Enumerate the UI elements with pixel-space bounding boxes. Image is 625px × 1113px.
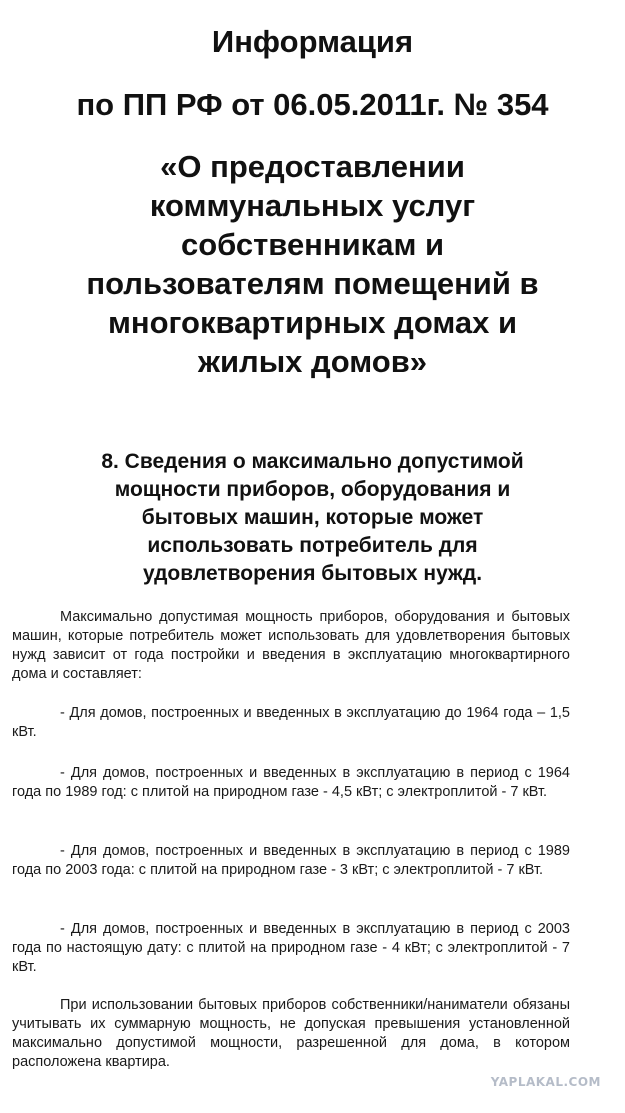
list-item: - Для домов, построенных и введенных в эксплуатацию до 1964 года – 1,5 кВт. [12,705,570,740]
resolution-reference: по ПП РФ от 06.05.2011г. № 354 [76,87,549,122]
list-item: - Для домов, построенных и введенных в эксплуатацию в период с 1964 года по 1989 год: с плитой на природном газе - 4,5 кВт; с электроплитой - 7 кВт. [12,765,570,800]
intro-paragraph: Максимально допустимая мощность приборов, оборудования и бытовых машин, которые потребитель может использовать для удовлетворения бытовых нужд зависит от года постройки и введения в эксплуатацию многоквартирного дома и составляет: [12,609,570,682]
list-item: - Для домов, построенных и введенных в эксплуатацию в период с 1989 года по 2003 года: с плитой на природном газе - 3 кВт; с электроплитой - 7 кВт. [12,843,570,878]
section-heading: 8. Сведения о максимально допустимой мощности приборов, оборудования и бытовых машин, которые может использовать потребитель для удовлетворения бытовых нужд. [101,450,524,585]
resolution-subject: «О предоставлении коммунальных услуг собственникам и пользователям помещений в многоквартирных домах и жилых домов» [86,149,539,379]
watermark: YAPLAKAL.COM [490,1075,601,1089]
list-item: - Для домов, построенных и введенных в эксплуатацию в период с 2003 года по настоящую дату: с плитой на природном газе - 4 кВт; с электроплитой - 7 кВт. [12,921,570,975]
closing-paragraph: При использовании бытовых приборов собственники/наниматели обязаны учитывать их суммарную мощность, не допуская превышения установленной максимально допустимой мощности, разрешенной для дома, в котором расположена квартира. [12,997,570,1070]
document-title: Информация [211,24,414,59]
